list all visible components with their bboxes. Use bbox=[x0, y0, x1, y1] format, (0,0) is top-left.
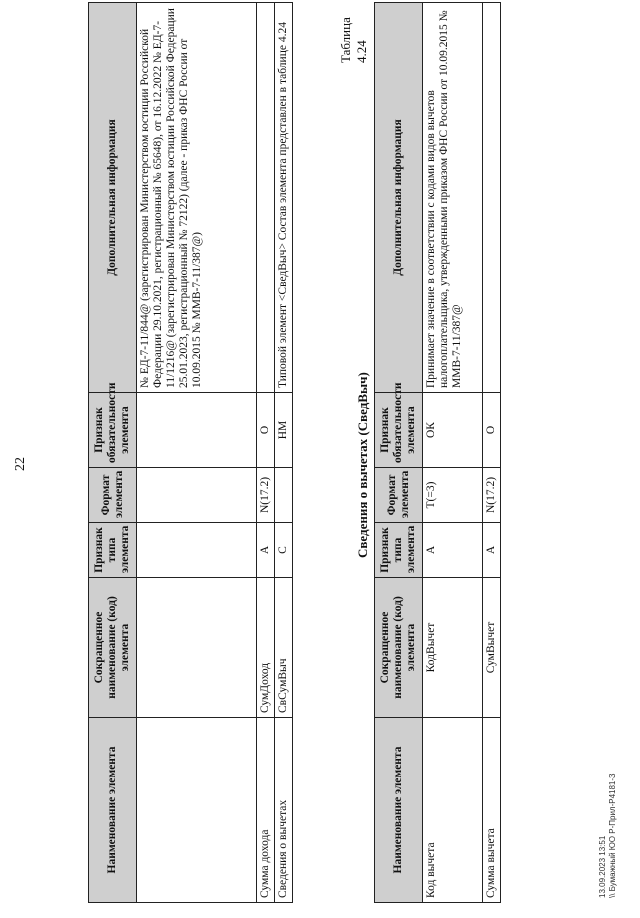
header-additional-info: Дополнительная информация bbox=[375, 3, 423, 393]
cell: СвСумВыч bbox=[275, 578, 293, 718]
header-element-type: Признак типа элемента bbox=[89, 523, 137, 578]
table-row bbox=[275, 3, 293, 903]
cell bbox=[137, 468, 257, 523]
header-element-format: Формат элемента bbox=[89, 468, 137, 523]
stamp-line-date: 13.09.2023 13:51 bbox=[598, 835, 607, 898]
table-title: Сведения о вычетах (СведВыч) bbox=[355, 372, 370, 558]
deductions-table bbox=[374, 2, 501, 903]
header-element-format: Формат элемента bbox=[375, 468, 423, 523]
cell: А bbox=[483, 523, 501, 578]
table-number: Таблица 4.24 bbox=[338, 17, 369, 63]
elements-table-continued bbox=[88, 2, 293, 903]
cell bbox=[137, 523, 257, 578]
cell: С bbox=[275, 523, 293, 578]
cell: О bbox=[257, 393, 275, 468]
table-row bbox=[137, 3, 257, 903]
header-element-name: Наименование элемента bbox=[375, 718, 423, 903]
table-header-row bbox=[89, 3, 137, 903]
header-element-type: Признак типа элемента bbox=[375, 523, 423, 578]
cell: № ЕД-7-11/844@ (зарегистрирован Министерством юстиции Российской Федерации 29.10.2021, регистрационный № 65648), от 16.12.2022 № ЕД-7-11/1216@ (зарегистрирован Министерством юстиции Российской Федерации 25.01.2023, регистрационный № 72122) (далее - приказ ФНС России от 10.09.2015 № ММВ-7-11/387@) bbox=[137, 3, 257, 393]
cell: СумДоход bbox=[257, 578, 275, 718]
cell: НМ bbox=[275, 393, 293, 468]
header-element-name: Наименование элемента bbox=[89, 718, 137, 903]
cell: КодВычет bbox=[423, 578, 483, 718]
header-element-required: Признак обязательности элемента bbox=[89, 393, 137, 468]
table-row bbox=[257, 3, 275, 903]
cell: СумВычет bbox=[483, 578, 501, 718]
table-row bbox=[423, 3, 483, 903]
cell: Код вычета bbox=[423, 718, 483, 903]
cell: Сведения о вычетах bbox=[275, 718, 293, 903]
header-element-code: Сокращенное наименование (код) элемента bbox=[375, 578, 423, 718]
cell: А bbox=[257, 523, 275, 578]
cell: N(17.2) bbox=[257, 468, 275, 523]
cell: ОК bbox=[423, 393, 483, 468]
table-header-row bbox=[375, 3, 423, 903]
cell bbox=[483, 3, 501, 393]
print-stamp bbox=[598, 774, 618, 899]
cell bbox=[137, 718, 257, 903]
cell: Принимает значение в соответствии с кодами видов вычетов налогоплательщика, утвержденными приказом ФНС России от 10.09.2015 № ММВ-7-11/387@ bbox=[423, 3, 483, 393]
cell: О bbox=[483, 393, 501, 468]
cell: А bbox=[423, 523, 483, 578]
table-row bbox=[483, 3, 501, 903]
header-element-required: Признак обязательности элемента bbox=[375, 393, 423, 468]
cell: Сумма дохода bbox=[257, 718, 275, 903]
page-number: 22 bbox=[13, 457, 28, 471]
header-additional-info: Дополнительная информация bbox=[89, 3, 137, 393]
cell bbox=[137, 393, 257, 468]
cell: Сумма вычета bbox=[483, 718, 501, 903]
cell bbox=[275, 468, 293, 523]
cell: T(=3) bbox=[423, 468, 483, 523]
header-element-code: Сокращенное наименование (код) элемента bbox=[89, 578, 137, 718]
cell bbox=[137, 578, 257, 718]
stamp-line-path: \\ Бумажный ЮО Р-Прил-Р4181-3 bbox=[608, 773, 617, 898]
cell bbox=[257, 3, 275, 393]
cell: N(17.2) bbox=[483, 468, 501, 523]
cell: Типовой элемент <СведВыч> Состав элемента представлен в таблице 4.24 bbox=[275, 3, 293, 393]
